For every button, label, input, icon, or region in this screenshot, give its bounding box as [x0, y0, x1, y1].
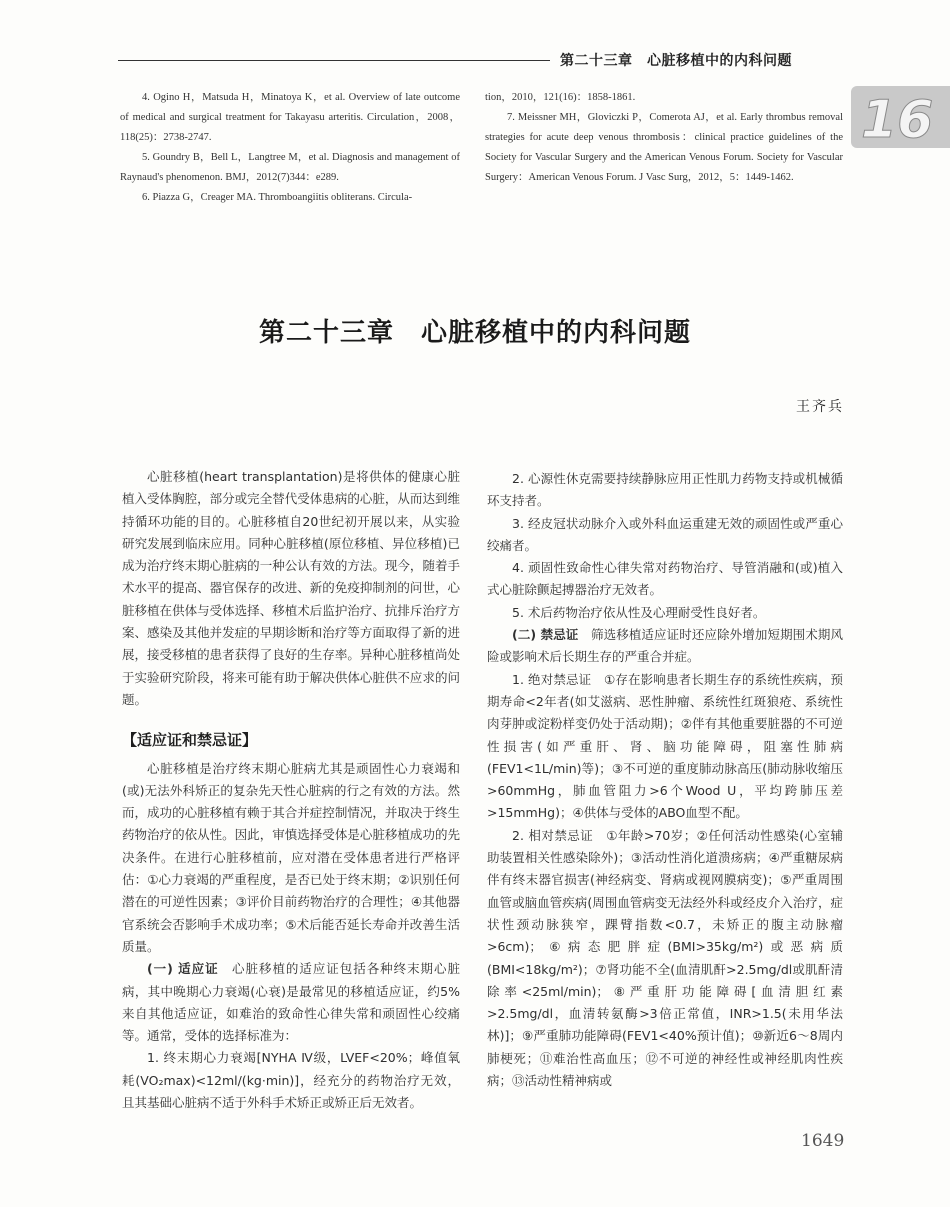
running-head-title: 第二十三章 心脏移植中的内科问题 — [560, 53, 792, 69]
right-column — [487, 468, 843, 1092]
relative-label: 2. 相对禁忌证 — [512, 827, 594, 843]
reference-item: 6. Piazza G，Creager MA. Thromboangiitis obliterans. Circula- — [142, 192, 413, 203]
references-left — [120, 88, 460, 208]
section-heading: 【适应证和禁忌证】 — [122, 731, 258, 750]
relative-text: ①年龄>70岁；②任何活动性感染(心室辅助装置相关性感染除外)；③活动性消化道溃疡病；④严重糖尿病伴有终末器官损害(神经病变、肾病或视网膜病变)；⑤严重周围血管或脑血管疾病(周围血管病变无法经外科或经皮介入治疗，症状性颈动脉狭窄，踝臂指数<0.7，未矫正的腹主动脉瘤>6cm)；⑥病态肥胖症(BMI>35kg/m²)或恶病质(BMI<18kg/m²)；⑦肾功能不全(血清肌酐>2.5mg/dl或肌酐清除率<25ml/min)；⑧严重肝功能障碍[血清胆红素>2.5mg/dl，血清转氨酶>3倍正常值，INR>1.5(未用华法林)]；⑨严重肺功能障碍(FEV1<40%预计值)；⑩新近6～8周内肺梗死；⑪难治性高血压；⑫不可逆的神经性或神经肌肉性疾病；⑬活动性精神病或 — [487, 827, 843, 1089]
chapter-title: 第二十三章 心脏移植中的内科问题 — [258, 318, 691, 348]
indication-text: 心脏移植的适应证包括各种终末期心脏病，其中晚期心力衰竭(心衰)是最常见的移植适应证，约5%来自其他适应证，如难治的致命性心律失常和顽固性心绞痛等。通常，受体的选择标准为： — [122, 961, 460, 1044]
criterion-item: 5. 术后药物治疗依从性及心理耐受性良好者。 — [512, 604, 766, 620]
contraindication-paragraph — [487, 624, 843, 669]
section-paragraph: 心脏移植是治疗终末期心脏病尤其是顽固性心力衰竭和(或)无法外科矫正的复杂先天性心脏病的行之有效的方法。然而，成功的心脏移植有赖于其合并症控制情况，并取决于终生药物治疗的依从性。因此，审慎选择受体是心脏移植成功的先决条件。在进行心脏移植前，应对潜在受体患者进行严格评估：①心力衰竭的严重程度，是否已处于终末期；②识别任何潜在的可逆性因素；③评价目前药物治疗的合理性；④其他器官系统会否影响手术成功率；⑤术后能否延长寿命并改善生活质量。 — [122, 760, 460, 954]
contraindication-text: 筛选移植适应证时还应除外增加短期围术期风险或影响术后长期生存的严重合并症。 — [487, 627, 843, 665]
criterion-item: 1. 终末期心力衰竭[NYHA Ⅳ级，LVEF<20%；峰值氧耗(VO₂max)<12ml/(kg·min)]，经充分的药物治疗无效，且其基础心脏病不适于外科手术矫正或矫正后无效者。 — [122, 1050, 460, 1111]
reference-item: 4. Ogino H，Matsuda H，Minatoya K，et al. Overview of late outcome of medical and surgical treatment for Takayasu arteritis. Circulation，2008，118(25)：2738-2747. — [120, 92, 460, 143]
indication-label: (一) 适应证 — [147, 961, 219, 977]
absolute-contraindication — [487, 669, 843, 825]
left-column — [122, 466, 460, 1114]
absolute-label: 1. 绝对禁忌证 — [512, 671, 592, 687]
running-header — [0, 42, 950, 72]
author: 王齐兵 — [796, 399, 844, 415]
references-right — [485, 88, 843, 188]
relative-contraindication — [487, 825, 843, 1093]
contraindication-label: (二) 禁忌证 — [512, 627, 579, 643]
criterion-item: 2. 心源性休克需要持续静脉应用正性肌力药物支持或机械循环支持者。 — [487, 471, 843, 509]
criterion-item: 3. 经皮冠状动脉介入或外科血运重建无效的顽固性或严重心绞痛者。 — [487, 515, 843, 553]
criterion-item: 4. 顽固性致命性心律失常对药物治疗、导管消融和(或)植入式心脏除颤起搏器治疗无效者。 — [487, 560, 843, 598]
indication-paragraph — [122, 958, 460, 1047]
absolute-text: ①存在影响患者长期生存的系统性疾病，预期寿命<2年者(如艾滋病、恶性肿瘤、系统性红斑狼疮、系统性肉芽肿或淀粉样变仍处于活动期)；②伴有其他重要脏器的不可逆性损害(如严重肝、肾、脑功能障碍，阻塞性肺病(FEV1<1L/min)等)；③不可逆的重度肺动脉高压(肺动脉收缩压>60mmHg，肺血管阻力>6个Wood U，平均跨肺压差>15mmHg)；④供体与受体的ABO血型不配。 — [487, 671, 843, 821]
header-rule — [118, 60, 550, 61]
reference-item: 5. Goundry B，Bell L，Langtree M，et al. Diagnosis and management of Raynaud's phenomenon. BMJ，2012(7)344：e289. — [120, 152, 460, 183]
chapter-tab — [851, 86, 950, 148]
intro-paragraph: 心脏移植(heart transplantation)是将供体的健康心脏植入受体胸腔，部分或完全替代受体患病的心脏，从而达到维持循环功能的目的。心脏移植自20世纪初开展以来，从实验研究发展到临床应用。同种心脏移植(原位移植、异位移植)已成为治疗终末期心脏病的一种公认有效的方法。现今，随着手术水平的提高、器官保存的改进、新的免疫抑制剂的问世，心脏移植在供体与受体选择、移植术后监护治疗、抗排斥治疗方案、感染及其他并发症的早期诊断和治疗等方面取得了新的进展，接受移植的患者获得了良好的生存率。异种心脏移植尚处于实验研究阶段，将来可能有助于解决供体心脏供不应求的问题。 — [122, 469, 460, 707]
reference-item: tion，2010，121(16)：1858-1861. — [485, 92, 636, 103]
reference-item: 7. Meissner MH，Gloviczki P，Comerota AJ，et al. Early thrombus removal strategies for acute deep venous thrombosis：clinical practice guidelines of the Society for Vascular Surgery and the American Venous Forum. Society for Vascular Surgery：American Venous Forum. J Vasc Surg，2012，5：1449-1462. — [485, 112, 843, 183]
page-number: 1649 — [801, 1131, 845, 1151]
chapter-tab-number: 16 — [861, 90, 934, 150]
